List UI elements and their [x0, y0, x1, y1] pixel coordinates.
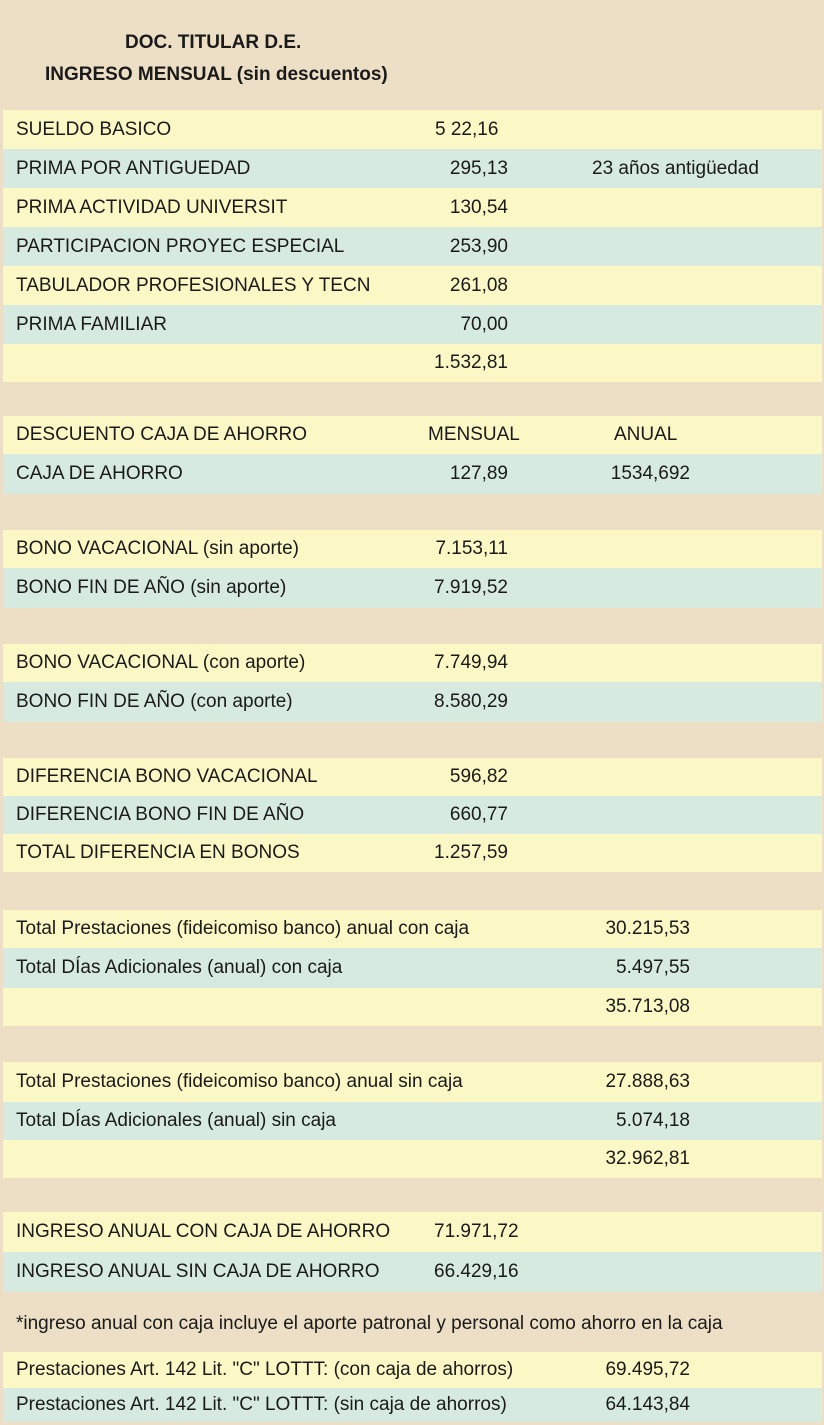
table-row — [3, 305, 822, 344]
row-value: 5.074,18 — [616, 1110, 690, 1131]
row-value-mensual: 127,89 — [449, 463, 508, 484]
row-label: TOTAL DIFERENCIA EN BONOS — [16, 842, 300, 863]
row-value: 7.919,52 — [434, 577, 508, 598]
table-header-row — [3, 416, 822, 454]
row-value: 596,82 — [449, 766, 508, 787]
row-label: BONO VACACIONAL (sin aporte) — [16, 538, 299, 559]
row-label: BONO VACACIONAL (con aporte) — [16, 652, 306, 673]
row-value: 5.497,55 — [616, 957, 690, 978]
document-subtitle: INGRESO MENSUAL (sin descuentos) — [45, 64, 388, 85]
row-value: 1.257,59 — [434, 842, 508, 863]
ingreso-total: 1.532,81 — [434, 352, 508, 373]
row-value-anual: 1534,692 — [610, 463, 690, 484]
row-label: Total Prestaciones (fideicomiso banco) anual sin caja — [16, 1071, 463, 1092]
column-header-anual: ANUAL — [614, 424, 678, 445]
row-value: 70,00 — [460, 313, 508, 335]
total-row — [3, 344, 822, 382]
table-row — [3, 1352, 822, 1388]
row-label: SUELDO BASICO — [16, 118, 172, 140]
table-row — [3, 149, 822, 188]
total-row — [3, 988, 822, 1026]
document-title: DOC. TITULAR D.E. — [125, 32, 302, 53]
row-value: 66.429,16 — [434, 1261, 519, 1282]
table-row — [3, 1102, 822, 1140]
total-row — [3, 1140, 822, 1178]
row-value: 7.749,94 — [434, 652, 508, 673]
table-row — [3, 1252, 822, 1292]
row-label: BONO FIN DE AÑO (con aporte) — [16, 691, 293, 712]
row-label: DIFERENCIA BONO VACACIONAL — [16, 766, 318, 787]
row-value: 261,08 — [449, 274, 508, 296]
row-label: Total Prestaciones (fideicomiso banco) anual con caja — [16, 918, 470, 939]
row-value: 5 22,16 — [435, 118, 499, 140]
table-row — [3, 1212, 822, 1252]
row-label: PRIMA ACTIVIDAD UNIVERSIT — [16, 196, 288, 218]
row-label: PRIMA POR ANTIGUEDAD — [16, 157, 251, 179]
table-row — [3, 227, 822, 266]
table-row — [3, 266, 822, 305]
row-label: INGRESO ANUAL CON CAJA DE AHORRO — [16, 1221, 391, 1242]
table-row — [3, 948, 822, 988]
row-label: DIFERENCIA BONO FIN DE AÑO — [16, 804, 305, 825]
row-value: 27.888,63 — [605, 1071, 690, 1092]
row-label: Total DÍas Adicionales (anual) con caja — [16, 957, 343, 978]
table-row — [3, 834, 822, 872]
table-row — [3, 568, 822, 608]
row-label: PRIMA FAMILIAR — [16, 313, 167, 335]
row-value: 71.971,72 — [434, 1221, 519, 1242]
row-label: Prestaciones Art. 142 Lit. "C" LOTTT: (con caja de ahorros) — [16, 1359, 514, 1380]
row-label: Prestaciones Art. 142 Lit. "C" LOTTT: (sin caja de ahorros) — [16, 1394, 507, 1415]
row-value: 30.215,53 — [605, 918, 690, 939]
table-row — [3, 682, 822, 722]
row-value: 130,54 — [449, 196, 508, 218]
table-row — [3, 644, 822, 682]
row-value: 295,13 — [449, 157, 508, 179]
row-label: Total DÍas Adicionales (anual) sin caja — [16, 1110, 337, 1131]
prestaciones-sin-total: 32.962,81 — [605, 1148, 690, 1169]
row-value: 253,90 — [449, 235, 508, 257]
table-row — [3, 188, 822, 227]
row-value: 8.580,29 — [434, 691, 508, 712]
row-label: BONO FIN DE AÑO (sin aporte) — [16, 577, 287, 598]
footnote: *ingreso anual con caja incluye el aporte patronal y personal como ahorro en la caja — [16, 1313, 723, 1334]
table-row — [3, 454, 822, 494]
table-row — [3, 1388, 822, 1422]
row-value: 69.495,72 — [605, 1359, 690, 1380]
table-row — [3, 910, 822, 948]
column-header-mensual: MENSUAL — [428, 424, 520, 445]
table-row — [3, 530, 822, 568]
row-value: 64.143,84 — [605, 1394, 690, 1415]
table-row — [3, 758, 822, 796]
row-label: CAJA DE AHORRO — [16, 463, 183, 484]
prestaciones-con-total: 35.713,08 — [605, 996, 690, 1017]
column-header-label: DESCUENTO CAJA DE AHORRO — [16, 424, 308, 445]
row-label: TABULADOR PROFESIONALES Y TECN — [16, 274, 371, 296]
row-note: 23 años antigüedad — [592, 157, 759, 179]
row-label: PARTICIPACION PROYEC ESPECIAL — [16, 235, 345, 257]
row-value: 7.153,11 — [435, 538, 508, 559]
table-row — [3, 796, 822, 834]
row-label: INGRESO ANUAL SIN CAJA DE AHORRO — [16, 1261, 380, 1282]
row-value: 660,77 — [449, 804, 508, 825]
table-row — [3, 1062, 822, 1102]
table-row — [3, 110, 822, 149]
